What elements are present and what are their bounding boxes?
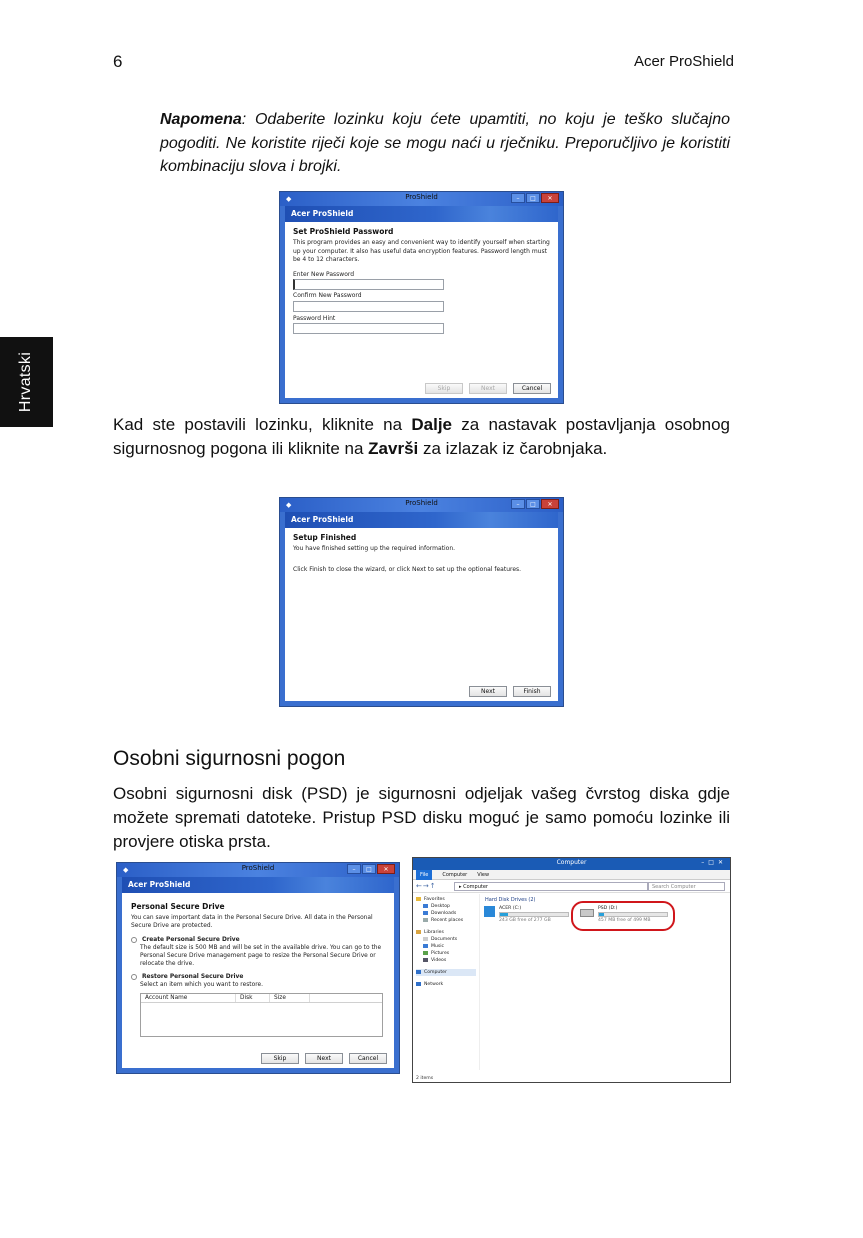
note-label: Napomena	[160, 111, 242, 128]
nav-label: Pictures	[431, 951, 450, 956]
dialog-titlebar	[280, 192, 563, 206]
app-icon: ◆	[123, 866, 129, 874]
drive-usage-bar	[499, 912, 569, 917]
window-title: ProShield	[405, 193, 438, 201]
radio-icon[interactable]	[131, 974, 137, 980]
nav-pictures[interactable]	[416, 950, 476, 957]
dialog-line-2: Click Finish to close the wizard, or click Next to set up the optional features.	[293, 565, 522, 573]
drive-c[interactable]	[484, 906, 569, 923]
close-icon[interactable]: ✕	[377, 864, 395, 874]
nav-label: Music	[431, 944, 445, 949]
dialog-banner	[285, 206, 558, 222]
instruction-paragraph	[113, 413, 730, 461]
dialog-description: This program provides an easy and convenient way to identify yourself when starting up your computer. It also has useful data encryption features. Password length must be 4 to 12 characters.	[293, 239, 550, 263]
nav-music[interactable]	[416, 943, 476, 950]
explorer-title: Computer	[556, 859, 587, 866]
nav-label: Computer	[424, 970, 447, 975]
nav-favorites[interactable]	[416, 896, 476, 903]
confirm-password-field[interactable]	[293, 301, 444, 312]
nav-label: Recent places	[431, 918, 464, 923]
address-bar-row	[413, 880, 730, 893]
size-header[interactable]: Size	[270, 994, 310, 1002]
restore-psd-option[interactable]	[131, 973, 389, 981]
text-run: Kad ste postavili lozinku, kliknite na	[113, 415, 412, 434]
nav-label: Downloads	[431, 911, 457, 916]
set-password-dialog	[279, 191, 564, 404]
ribbon	[413, 870, 730, 880]
next-button[interactable]: Next	[305, 1053, 343, 1064]
psd-highlight	[571, 901, 675, 931]
drive-name: ACER (C:)	[499, 906, 522, 911]
confirm-password-label: Confirm New Password	[293, 292, 362, 300]
radio-icon[interactable]	[131, 937, 137, 943]
minimize-icon[interactable]: –	[511, 193, 525, 203]
downloads-icon	[423, 911, 428, 915]
libraries-icon	[416, 930, 421, 934]
setup-finished-dialog	[279, 497, 564, 707]
star-icon	[416, 897, 421, 901]
language-tab-label: Hrvatski	[17, 351, 34, 413]
nav-documents[interactable]	[416, 936, 476, 943]
nav-label: Videos	[431, 958, 447, 963]
close-icon[interactable]: ✕	[541, 499, 559, 509]
app-icon: ◆	[286, 195, 292, 203]
skip-button[interactable]: Skip	[425, 383, 463, 394]
view-tab[interactable]: View	[477, 871, 490, 878]
text-run: za nastavak postavljanja osobnog sigurnosnog pogona ili kliknite na	[113, 415, 730, 458]
note-paragraph	[160, 108, 730, 179]
page-number: 6	[113, 52, 123, 71]
recent-icon	[423, 918, 428, 922]
computer-icon	[416, 970, 421, 974]
drive-free: 457 MB free of 499 MB	[598, 918, 651, 923]
banner-title: Acer ProShield	[291, 209, 354, 218]
running-header: Acer ProShield	[633, 53, 734, 70]
nav-label: Documents	[431, 937, 458, 942]
nav-network[interactable]	[416, 981, 476, 988]
pictures-icon	[423, 951, 428, 955]
desktop-icon	[423, 904, 428, 908]
disk-header[interactable]: Disk	[236, 994, 270, 1002]
cancel-button[interactable]: Cancel	[513, 383, 551, 394]
windows-drive-icon	[484, 906, 495, 917]
banner-title: Acer ProShield	[291, 515, 354, 524]
dialog-heading: Set ProShield Password	[293, 227, 394, 236]
nav-computer[interactable]	[416, 969, 476, 976]
account-name-header[interactable]: Account Name	[141, 994, 236, 1002]
account-table[interactable]	[140, 993, 383, 1037]
section-heading: Osobni sigurnosni pogon	[113, 747, 346, 770]
network-icon	[416, 982, 421, 986]
nav-label: Libraries	[424, 930, 444, 935]
next-term: Dalje	[411, 415, 452, 434]
status-bar: 2 items	[416, 1076, 434, 1081]
explorer-window	[412, 857, 731, 1083]
drive-usage-fill	[500, 913, 508, 916]
window-controls-icon[interactable]: –□✕	[701, 859, 727, 866]
new-password-label: Enter New Password	[293, 271, 355, 279]
note-text: : Odaberite lozinku koju ćete upamtiti, no koju je teško slučajno pogoditi. Ne koristite riječi koje se mogu naći u rječniku. Preporučljivo je koristiti kombinaciju slova i brojki.	[160, 111, 730, 175]
nav-desktop[interactable]	[416, 903, 476, 910]
password-hint-label: Password Hint	[293, 314, 336, 322]
nav-libraries[interactable]	[416, 929, 476, 936]
nav-downloads[interactable]	[416, 910, 476, 917]
next-button[interactable]: Next	[469, 686, 507, 697]
computer-tab[interactable]: Computer	[442, 871, 468, 878]
language-tab	[0, 337, 53, 427]
create-psd-option[interactable]	[131, 936, 389, 944]
next-button[interactable]: Next	[469, 383, 507, 394]
password-hint-field[interactable]	[293, 323, 444, 334]
nav-videos[interactable]	[416, 957, 476, 964]
drive-name: PSD (D:)	[598, 906, 618, 911]
navigation-pane	[416, 896, 476, 988]
dialog-heading: Personal Secure Drive	[131, 902, 225, 911]
minimize-icon[interactable]: –	[511, 499, 525, 509]
finish-button[interactable]: Finish	[513, 686, 551, 697]
section-header[interactable]: Hard Disk Drives (2)	[485, 897, 536, 903]
search-input[interactable]: Search Computer	[648, 882, 725, 891]
dialog-description: You can save important data in the Personal Secure Drive. All data in the Personal Secure Drive are protected.	[131, 915, 373, 929]
restore-psd-text: Select an item which you want to restore.	[140, 982, 263, 988]
finish-term: Završi	[368, 439, 419, 458]
dialog-line-1: You have finished setting up the required information.	[293, 545, 456, 553]
nav-label: Desktop	[431, 904, 450, 909]
explorer-titlebar	[413, 858, 730, 870]
personal-secure-drive-dialog	[116, 862, 400, 1074]
maximize-icon[interactable]: □	[362, 864, 376, 874]
window-title: ProShield	[405, 499, 438, 507]
new-password-field[interactable]	[293, 279, 444, 290]
banner-title: Acer ProShield	[128, 880, 191, 889]
dialog-titlebar	[117, 863, 399, 877]
address-bar[interactable]: ▸ Computer	[454, 882, 648, 891]
option-label: Restore Personal Secure Drive	[142, 974, 244, 980]
text-run: za izlazak iz čarobnjaka.	[418, 439, 608, 458]
nav-recent[interactable]	[416, 917, 476, 924]
maximize-icon[interactable]: □	[526, 193, 540, 203]
address-text: Computer	[463, 884, 488, 890]
nav-label: Network	[424, 982, 444, 987]
dialog-titlebar	[280, 498, 563, 512]
dialog-banner	[122, 877, 394, 893]
psd-paragraph: Osobni sigurnosni disk (PSD) je sigurnosni odjeljak vašeg čvrstog diska gdje možete spremati datoteke. Pristup PSD disku moguć je samo pomoću lozinke ili provjere otiska prsta.	[113, 784, 730, 851]
nav-arrows-icon[interactable]: ←→↑	[416, 882, 437, 890]
documents-icon	[423, 937, 428, 941]
app-icon: ◆	[286, 501, 292, 509]
window-title: ProShield	[241, 864, 275, 872]
close-icon[interactable]: ✕	[541, 193, 559, 203]
dialog-heading: Setup Finished	[293, 533, 357, 542]
drive-free: 243 GB free of 277 GB	[499, 918, 551, 923]
nav-label: Favorites	[424, 897, 445, 902]
file-tab[interactable]: File	[416, 870, 432, 880]
dialog-banner	[285, 512, 558, 528]
maximize-icon[interactable]: □	[526, 499, 540, 509]
cancel-button[interactable]: Cancel	[349, 1053, 387, 1064]
music-icon	[423, 944, 428, 948]
videos-icon	[423, 958, 428, 962]
create-psd-text: The default size is 500 MB and will be set in the available drive. You can go to the Personal Secure Drive management page to resize the Personal Secure Drive or relocate the drive.	[140, 945, 382, 967]
option-label: Create Personal Secure Drive	[142, 937, 240, 943]
skip-button[interactable]: Skip	[261, 1053, 299, 1064]
minimize-icon[interactable]: –	[347, 864, 361, 874]
